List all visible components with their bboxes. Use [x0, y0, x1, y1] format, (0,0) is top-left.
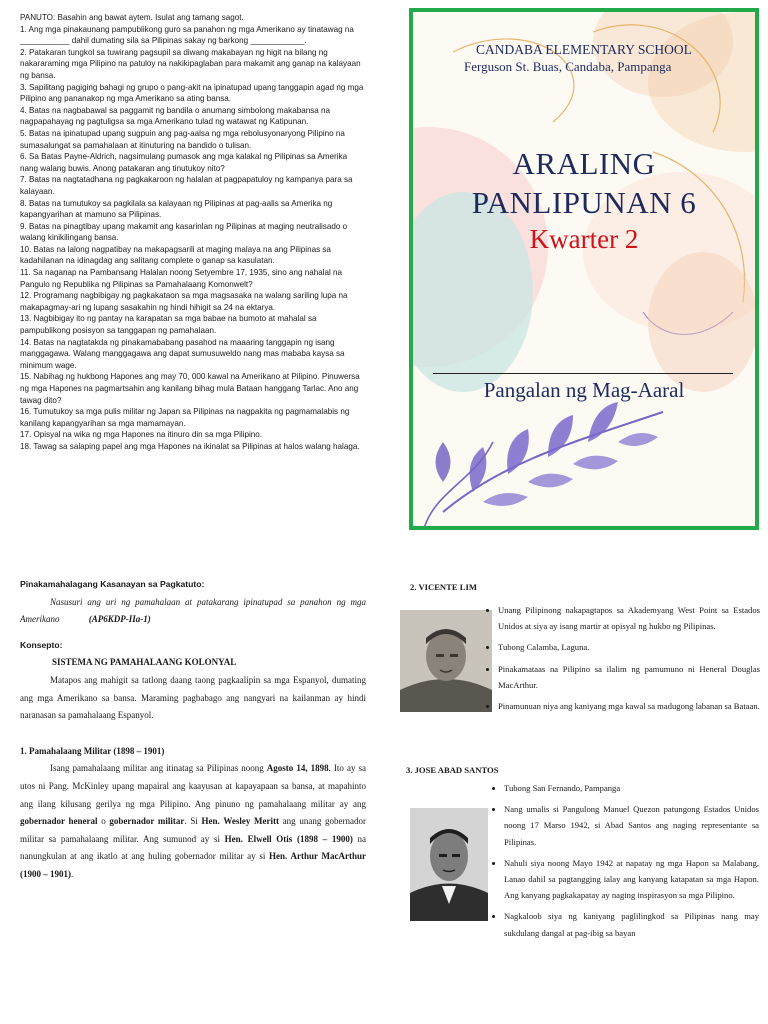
- subject-title-line1: ARALING: [512, 146, 656, 181]
- hero-heading-jose-abad-santos: 3. JOSE ABAD SANTOS: [406, 765, 499, 775]
- quiz-item: 5. Batas na ipinatupad upang sugpuin ang pag-aalsa ng mga rebolusyonaryong Pilipino na sumasalungat sa pamahalaan at itinuturing na bandido o tulisan.: [20, 128, 345, 150]
- concept-paragraph: Matapos ang mahigit sa tatlong daang taong pagkaalipin sa mga Espanyol, dumating ang mga Amerikano sa bansa. Maraming pagbabago ang nangyari na kailanman ay hindi naranasan sa pamahalaang Espanyol.: [20, 674, 366, 721]
- competency-statement: Nasusuri ang uri ng pamahalaan at patakarang ipinatupad sa panahon ng mga Amerikano: [20, 596, 366, 625]
- quiz-item: 10. Batas na lalong nagpatibay na makapagsarili at maging malaya na ang Pilipinas sa kadahilanan na idinagdag ang salitang complete o ganap sa kasulatan.: [20, 244, 331, 266]
- lesson-panel: [20, 576, 366, 884]
- quiz-item: 12. Programang nagbibigay ng pagkakataon sa mga magsasaka na walang sariling lupa na makapagmay-ari ng lupang sasakahin ng hindi hihigit sa 24 na ektarya.: [20, 291, 348, 312]
- quiz-item: 18. Tawag sa salaping papel ang mga Hapones na ikinalat sa Pilipinas at halos walang halaga.: [20, 441, 360, 451]
- quiz-item: 1. Ang mga pinakaunang pampublikong guro sa panahon ng mga Amerikano ay tinatawag na ___________ dahil dumating sila sa Pilipinas sakay ng barkong ____________.: [20, 24, 354, 46]
- fact-item: • Nang umalis si Pangulong Manuel Quezon patungong Estados Unidos noong 17 Marso 1942, si Abad Santos ang naging representante sa Pilipinas.: [504, 801, 759, 850]
- hero-heading-vicente-lim: 2. VICENTE LIM: [410, 582, 477, 592]
- quiz-item: 15. Nabihag ng hukbong Hapones ang may 70, 000 kawal na Amerikano at Pilipino. Pinuwersa ng mga Hapones na pagmartsahin ang kanilang bihag mula Bataan hanggang Tarlac. Ano ang tawag dito?: [20, 372, 360, 405]
- quarter-label: Kwarter 2: [529, 224, 639, 254]
- school-address: Ferguson St. Buas, Candaba, Pampanga: [464, 59, 672, 74]
- fact-item: • Nahuli siya noong Mayo 1942 at napatay ng mga Hapon sa Malabang, Lanao dahil sa pagtangging ialay ang kanyang katapatan sa mga Hapon. Ang kanyang pagkakapatay ay naging inspirasyon sa mga Pilipino.: [504, 855, 759, 904]
- jose-abad-santos-facts: [490, 780, 759, 946]
- fact-item: • Tubong Calamba, Laguna.: [498, 639, 760, 655]
- quiz-item: 8. Batas na tumutukoy sa pagkilala sa kalayaan ng Pilipinas at pag-aalis sa Amerika ng kapangyarihan at mamuno sa Pilipinas.: [20, 198, 333, 220]
- subject-title-line2: PANLIPUNAN 6: [471, 185, 697, 220]
- competency-label: Pinakamahalagang Kasanayan sa Pagkatuto:: [20, 579, 205, 589]
- fact-item: • Pinamunuan niya ang kaniyang mga kawal sa madugong labanan sa Bataan.: [498, 698, 760, 714]
- quiz-directions: PANUTO: Basahin ang bawat aytem. Isulat ang tamang sagot.: [20, 13, 244, 22]
- quiz-item: 9. Batas na pinagtibay upang makamit ang kasarinlan ng Pilipinas at maging neutralisado o walang kinikilingang bansa.: [20, 221, 348, 243]
- vicente-lim-portrait-icon: [400, 610, 492, 712]
- concept-title: SISTEMA NG PAMAHALAANG KOLONYAL: [52, 657, 237, 668]
- quiz-item-list: [20, 24, 365, 453]
- quiz-item: 14. Batas na nagtatakda ng pinakamababang pasahod na maaaring tanggapin ng isang manggagawa. Walang manggagawa ang dapat sumusuweldo nang mas mababa kaysa sa minimum wage.: [20, 337, 345, 370]
- quiz-item: 6. Sa Batas Payne-Aldrich, nagsimulang pumasok ang mga kalakal ng Pilipinas sa Amerika nang walang buwis. Anong patakaran ang tinutukoy nito?: [20, 152, 348, 173]
- quiz-item: 13. Nagbibigay ito ng pantay na karapatan sa mga babae na bumoto at mahalal sa pampublikong posisyon sa tanggapan ng pamahalaan.: [20, 314, 317, 336]
- quiz-item: 16. Tumutukoy sa mga pulis militar ng Japan sa Pilipinas na nagpakita ng pagmamalabis ng kanilang kapangyarihan sa mga mamamayan.: [20, 407, 350, 428]
- school-name: CANDABA ELEMENTARY SCHOOL: [476, 42, 692, 57]
- quiz-item: 4. Batas na nagbabawal sa paggamit ng bandila o anumang simbolong makabansa na nagpapahayag ng pagtuligsa sa mga Amerikano tulad ng watawat ng Katipunan.: [20, 105, 331, 127]
- quiz-item: 11. Sa naganap na Pambansang Halalan noong Setyembre 17, 1935, sino ang nahalal na Pangulo ng Republika ng Pilipinas sa Pamahalaang Komonwelt?: [20, 268, 343, 289]
- competency-code: (AP6KDP-IIa-1): [88, 614, 151, 625]
- quiz-item: 3. Sapilitang pagiging bahagi ng grupo o pang-akit na ipinatupad upang tanggapin agad ng mga Pilipino ang pananakop ng mga Amerikano sa ating bansa.: [20, 82, 364, 104]
- fact-item: • Tubong San Fernando, Pampanga: [504, 780, 759, 796]
- quiz-item: 2. Patakaran tungkol sa tuwirang pagsupil sa diwang makabayan ng higit na bilang ng nakararaming mga Pilipino na patuloy na nakikipaglaban para makamit ang ganap na kalayaan ng bansa.: [20, 47, 361, 80]
- vicente-lim-facts: [484, 602, 760, 719]
- fact-item: • Pinakamataas na Pilipino sa ilalim ng pamumuno ni Heneral Douglas MacArthur.: [498, 661, 760, 693]
- cover-page: [409, 8, 759, 530]
- quiz-item: 17. Opisyal na wika ng mga Hapones na itinuro din sa mga Pilipino.: [20, 430, 263, 440]
- fact-item: • Nagkaloob siya ng kaniyang paglilingkod sa Pilipinas nang may sukdulang dangal at pag-ibig sa bayan: [504, 908, 759, 940]
- concept-label: Konsepto:: [20, 639, 63, 650]
- competency-text: [20, 594, 366, 629]
- student-name-line: [433, 373, 733, 374]
- jose-abad-santos-portrait-icon: [410, 808, 488, 921]
- fact-item: • Unang Pilipinong nakapagtapos sa Akademyang West Point sa Estados Unidos at siya ay isang martir at opisyal ng hukbo ng Pilipinas.: [498, 602, 760, 634]
- section-title: 1. Pamahalaang Militar (1898 – 1901): [20, 745, 165, 756]
- quiz-panel: [20, 12, 365, 453]
- quiz-item: 7. Batas na nagtatadhana ng pagkakaroon ng halalan at pagpapatuloy ng kampanya para sa kalayaan.: [20, 175, 353, 196]
- section-paragraph: Isang pamahalaang militar ang itinatag sa Pilipinas noong Agosto 14, 1898. Ito ay sa utos ni Pang. McKinley upang mapairal ang kaayusan at kapayapaan sa bansa, at mapahinto ang ilang kilusang gerilya ng mga Pilipino. Ang pinuno ng pamahalaang militar ay ang gobernador heneral o gobernador militar. Si Hen. Wesley Meritt ang unang gobernador militar sa pamahalaang militar. Ang sumunod ay si Hen. Elwell Otis (1898 – 1900) na nanungkulan at ang ikatlo at ang huling gobernador militar ay si Hen. Arthur MacArthur (1900 – 1901).: [20, 763, 367, 879]
- student-name-label: Pangalan ng Mag-Aaral: [483, 378, 685, 402]
- cover-floral-background: [413, 12, 759, 530]
